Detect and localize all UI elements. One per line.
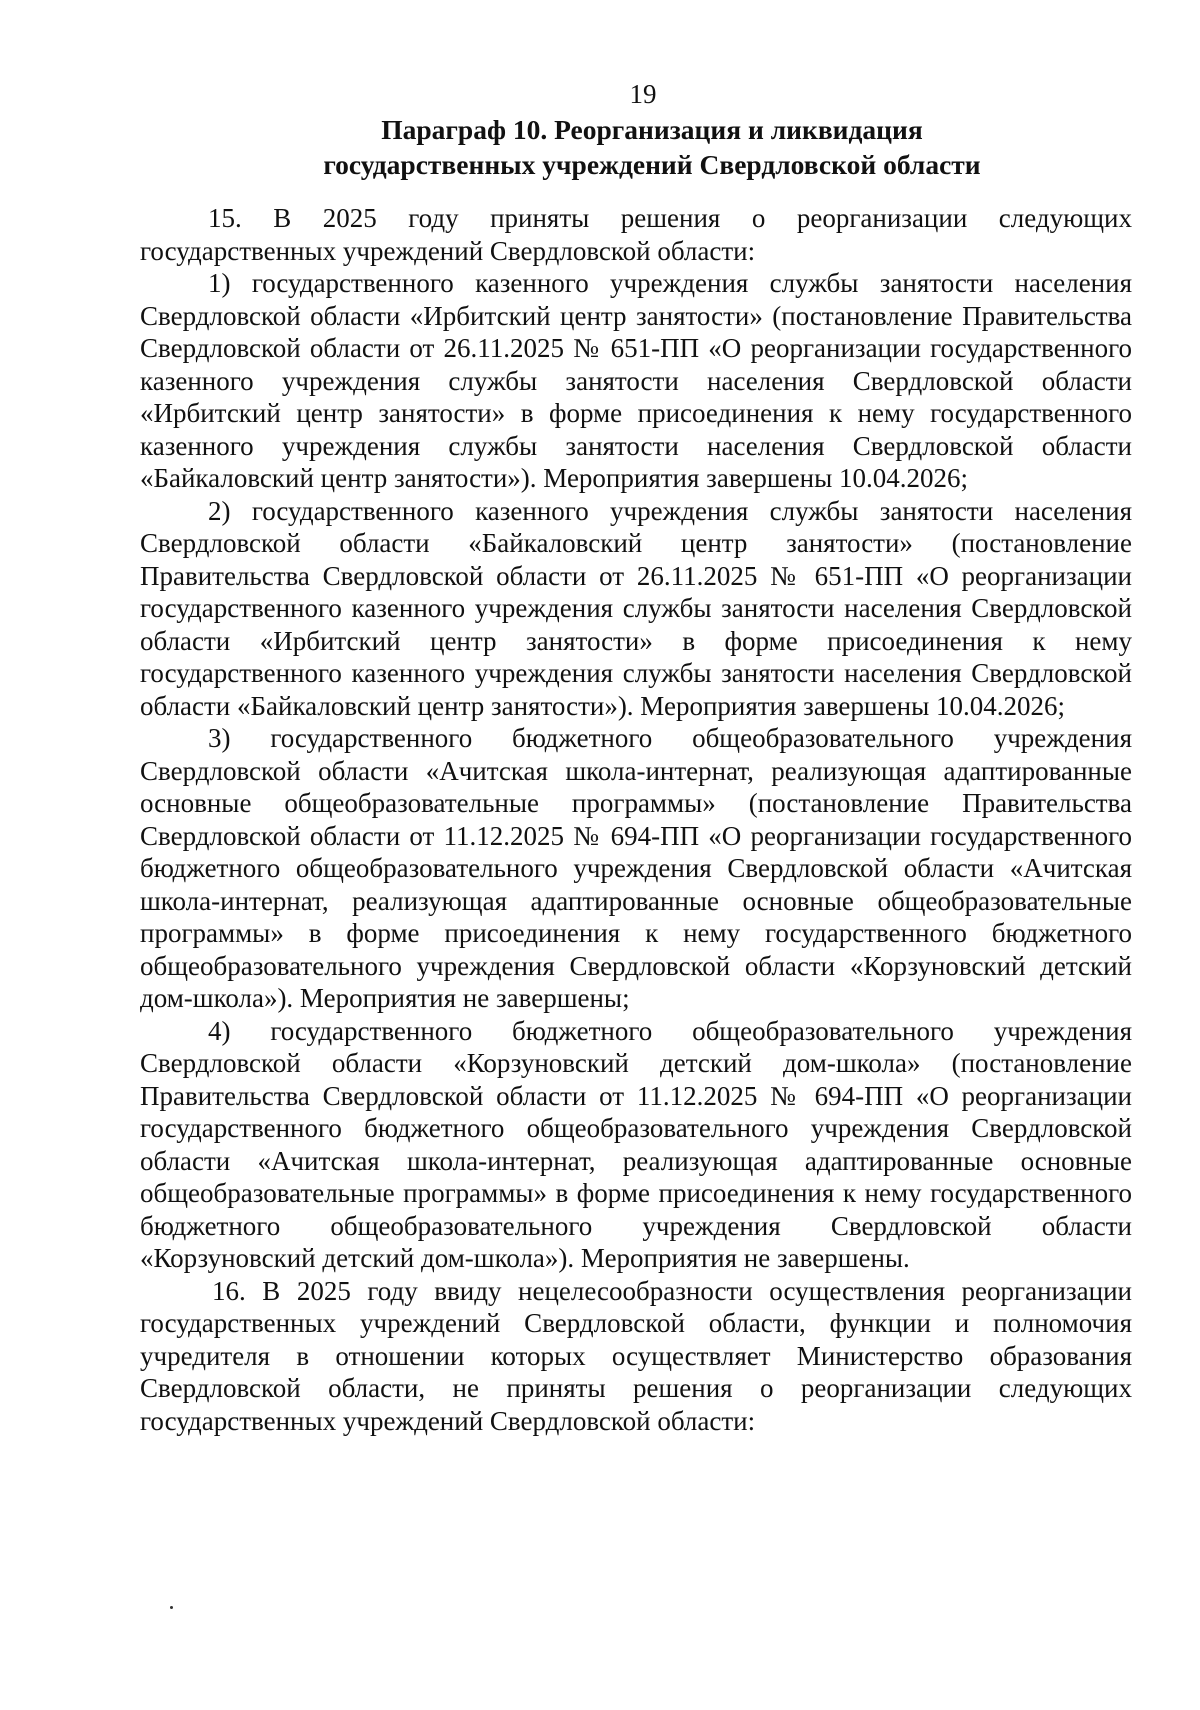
heading-line-2: государственных учреждений Свердловской области <box>323 149 981 180</box>
heading-line-1: Параграф 10. Реорганизация и ликвидация <box>381 114 923 145</box>
list-item-4: 4) государственного бюджетного общеобразовательного учреждения Свердловской области «Корзуновский детский дом-школа» (постановление Правительства Свердловской области от 11.12.2025 № 694-ПП «О реорганизации государственного бюджетного общеобразовательного учреждения Свердловской области «Ачитская школа-интернат, реализующая адаптированные основные общеобразовательные программы» в форме присоединения к нему государственного бюджетного общеобразовательного учреждения Свердловской области «Корзуновский детский дом-школа»). Мероприятия не завершены. <box>140 1015 1132 1273</box>
page-number: 19 <box>629 79 657 109</box>
paragraph-15: 15. В 2025 году приняты решения о реорганизации следующих государственных учреждений Свердловской области: <box>140 203 1132 266</box>
scan-speck <box>170 1606 173 1609</box>
document-page <box>140 78 1132 1437</box>
paragraph-16: 16. В 2025 году ввиду нецелесообразности осуществления реорганизации государственных учреждений Свердловской области, функции и полномочия учредителя в отношении которых осуществляет Министерство образования Свердловской области, не приняты решения о реорганизации следующих государственных учреждений Свердловской области: <box>140 1275 1132 1436</box>
list-item-3: 3) государственного бюджетного общеобразовательного учреждения Свердловской области «Ачитская школа-интернат, реализующая адаптированные основные общеобразовательные программы» (постановление Правительства Свердловской области от 11.12.2025 № 694-ПП «О реорганизации государственного бюджетного общеобразовательного учреждения Свердловской области «Ачитская школа-интернат, реализующая адаптированные основные общеобразовательные программы» в форме присоединения к нему государственного бюджетного общеобразовательного учреждения Свердловской области «Корзуновский детский дом-школа»). Мероприятия не завершены; <box>140 723 1132 1013</box>
section-heading <box>140 112 1132 182</box>
list-item-1: 1) государственного казенного учреждения службы занятости населения Свердловской области «Ирбитский центр занятости» (постановление Правительства Свердловской области от 26.11.2025 № 651-ПП «О реорганизации государственного казенного учреждения службы занятости населения Свердловской области «Ирбитский центр занятости» в форме присоединения к нему государственного казенного учреждения службы занятости населения Свердловской области «Байкаловский центр занятости»). Мероприятия завершены 10.04.2026; <box>140 268 1132 493</box>
list-item-2: 2) государственного казенного учреждения службы занятости населения Свердловской области «Байкаловский центр занятости» (постановление Правительства Свердловской области от 26.11.2025 № 651-ПП «О реорганизации государственного казенного учреждения службы занятости населения Свердловской области «Ирбитский центр занятости» в форме присоединения к нему государственного казенного учреждения службы занятости населения Свердловской области «Байкаловский центр занятости»). Мероприятия завершены 10.04.2026; <box>140 495 1132 721</box>
